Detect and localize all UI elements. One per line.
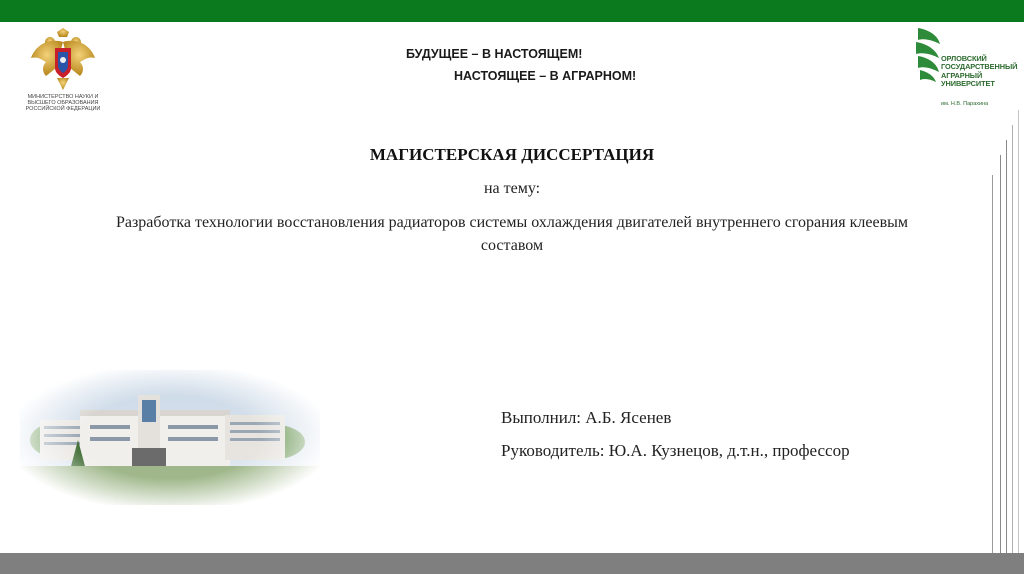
slogan-line-1: БУДУЩЕЕ – В НАСТОЯЩЕМ! bbox=[406, 47, 583, 61]
decorative-line bbox=[1000, 155, 1001, 553]
page-subtitle: на тему: bbox=[483, 180, 541, 197]
decorative-line bbox=[1006, 140, 1007, 553]
thesis-topic: Разработка технологии восстановления радиаторов системы охлаждения двигателей внутреннего сгорания клеевым составом bbox=[115, 214, 908, 254]
double-headed-eagle-icon bbox=[28, 28, 98, 92]
top-accent-bar bbox=[0, 0, 1024, 22]
page-title: МАГИСТЕРСКАЯ ДИССЕРТАЦИЯ bbox=[369, 145, 655, 164]
university-name bbox=[941, 55, 1017, 89]
leaf-emblem-icon bbox=[914, 26, 942, 84]
supervisor-line: Руководитель: Ю.А. Кузнецов, д.т.н., профессор bbox=[501, 441, 850, 460]
university-logo bbox=[912, 24, 1022, 116]
university-name-line-4: УНИВЕРСИТЕТ bbox=[941, 79, 995, 89]
university-name-line-2: ГОСУДАРСТВЕННЫЙ bbox=[941, 62, 1018, 72]
ministry-logo bbox=[18, 28, 108, 112]
slogan-line-2: НАСТОЯЩЕЕ – В АГРАРНОМ! bbox=[454, 69, 637, 83]
decorative-line bbox=[992, 175, 993, 553]
university-named-after: им. Н.В. Парахина bbox=[941, 101, 989, 107]
campus-building-image bbox=[20, 370, 320, 505]
university-name-line-1: ОРЛОВСКИЙ bbox=[941, 54, 987, 63]
ministry-logo-text: МИНИСТЕРСТВО НАУКИ И ВЫСШЕГО ОБРАЗОВАНИЯ РОССИЙСКОЙ ФЕДЕРАЦИИ bbox=[25, 94, 101, 112]
bottom-accent-bar bbox=[0, 553, 1024, 574]
decorative-line bbox=[1018, 110, 1019, 553]
author-line: Выполнил: А.Б. Ясенев bbox=[501, 408, 672, 427]
university-name-line-3: АГРАРНЫЙ bbox=[941, 70, 983, 80]
